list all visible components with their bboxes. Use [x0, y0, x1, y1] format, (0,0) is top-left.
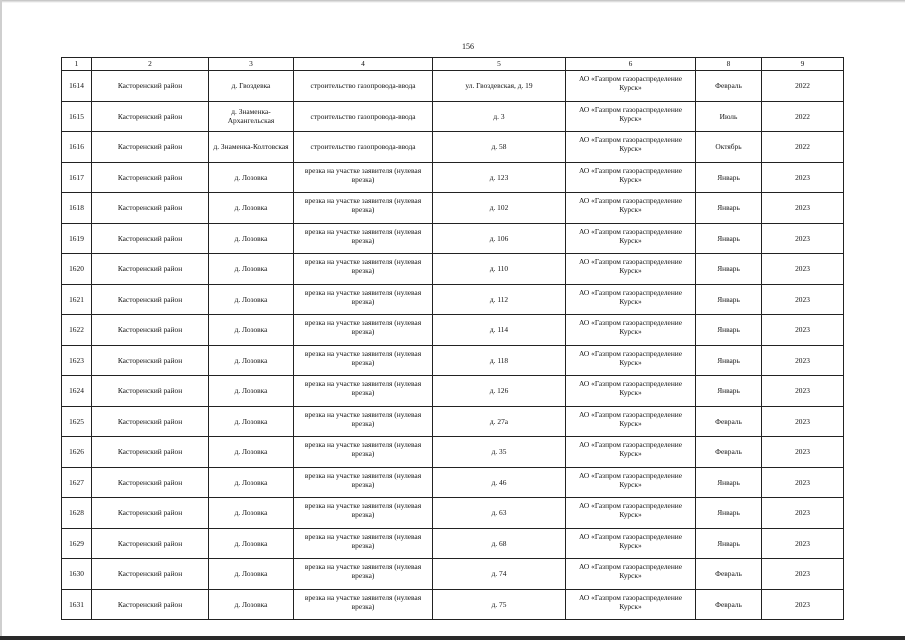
cell-org: АО «Газпром газораспределение Курск»: [566, 162, 696, 193]
cell-num: 1630: [62, 559, 92, 590]
cell-locality: д. Лозовка: [209, 467, 294, 498]
table-row: [62, 223, 844, 254]
cell-year: 2023: [762, 315, 844, 346]
header-col-locality: 3: [209, 58, 294, 71]
cell-locality: д. Лозовка: [209, 315, 294, 346]
cell-year: 2023: [762, 406, 844, 437]
cell-district: Касторенский район: [92, 498, 209, 529]
cell-district: Касторенский район: [92, 528, 209, 559]
cell-district: Касторенский район: [92, 406, 209, 437]
cell-work: врезка на участке заявителя (нулевая врезка): [294, 162, 433, 193]
cell-district: Касторенский район: [92, 193, 209, 224]
cell-work: врезка на участке заявителя (нулевая врезка): [294, 498, 433, 529]
cell-locality: д. Лозовка: [209, 406, 294, 437]
cell-work: врезка на участке заявителя (нулевая врезка): [294, 528, 433, 559]
register-table: [61, 57, 844, 620]
cell-org: АО «Газпром газораспределение Курск»: [566, 132, 696, 163]
cell-num: 1631: [62, 589, 92, 620]
cell-month: Январь: [696, 162, 762, 193]
cell-work: врезка на участке заявителя (нулевая врезка): [294, 467, 433, 498]
cell-month: Февраль: [696, 589, 762, 620]
cell-locality: д. Знаменка-Колтовская: [209, 132, 294, 163]
cell-district: Касторенский район: [92, 376, 209, 407]
table-row: [62, 345, 844, 376]
cell-district: Касторенский район: [92, 101, 209, 132]
cell-work: врезка на участке заявителя (нулевая врезка): [294, 193, 433, 224]
cell-num: 1617: [62, 162, 92, 193]
cell-num: 1629: [62, 528, 92, 559]
cell-year: 2023: [762, 528, 844, 559]
cell-work: врезка на участке заявителя (нулевая врезка): [294, 284, 433, 315]
table-row: [62, 498, 844, 529]
cell-locality: д. Знаменка-Архангельская: [209, 101, 294, 132]
header-col-org: 6: [566, 58, 696, 71]
cell-district: Касторенский район: [92, 315, 209, 346]
cell-locality: д. Лозовка: [209, 162, 294, 193]
cell-org: АО «Газпром газораспределение Курск»: [566, 528, 696, 559]
cell-month: Октябрь: [696, 132, 762, 163]
cell-org: АО «Газпром газораспределение Курск»: [566, 284, 696, 315]
table-row: [62, 589, 844, 620]
cell-work: врезка на участке заявителя (нулевая врезка): [294, 559, 433, 590]
cell-year: 2022: [762, 71, 844, 102]
cell-org: АО «Газпром газораспределение Курск»: [566, 376, 696, 407]
cell-work: врезка на участке заявителя (нулевая врезка): [294, 254, 433, 285]
cell-year: 2023: [762, 193, 844, 224]
cell-address: д. 126: [433, 376, 566, 407]
cell-month: Январь: [696, 345, 762, 376]
cell-month: Январь: [696, 223, 762, 254]
cell-locality: д. Лозовка: [209, 589, 294, 620]
table-row: [62, 528, 844, 559]
cell-address: д. 75: [433, 589, 566, 620]
table-row: [62, 71, 844, 102]
cell-address: д. 112: [433, 284, 566, 315]
cell-month: Январь: [696, 467, 762, 498]
cell-locality: д. Лозовка: [209, 528, 294, 559]
cell-num: 1622: [62, 315, 92, 346]
scan-bottom-edge: [0, 636, 905, 640]
cell-num: 1615: [62, 101, 92, 132]
header-col-num: 1: [62, 58, 92, 71]
cell-num: 1627: [62, 467, 92, 498]
cell-month: Февраль: [696, 559, 762, 590]
cell-district: Касторенский район: [92, 559, 209, 590]
cell-num: 1626: [62, 437, 92, 468]
table-row: [62, 437, 844, 468]
cell-month: Январь: [696, 254, 762, 285]
cell-year: 2023: [762, 589, 844, 620]
cell-month: Февраль: [696, 71, 762, 102]
cell-org: АО «Газпром газораспределение Курск»: [566, 315, 696, 346]
cell-org: АО «Газпром газораспределение Курск»: [566, 467, 696, 498]
cell-year: 2023: [762, 376, 844, 407]
header-col-work: 4: [294, 58, 433, 71]
cell-year: 2023: [762, 223, 844, 254]
table-header-row: [62, 58, 844, 71]
table-row: [62, 376, 844, 407]
cell-address: д. 46: [433, 467, 566, 498]
cell-work: врезка на участке заявителя (нулевая врезка): [294, 315, 433, 346]
cell-year: 2022: [762, 132, 844, 163]
cell-district: Касторенский район: [92, 589, 209, 620]
cell-month: Январь: [696, 315, 762, 346]
table-row: [62, 101, 844, 132]
cell-year: 2023: [762, 254, 844, 285]
cell-address: д. 27а: [433, 406, 566, 437]
cell-locality: д. Лозовка: [209, 284, 294, 315]
cell-district: Касторенский район: [92, 71, 209, 102]
table-row: [62, 254, 844, 285]
cell-num: 1620: [62, 254, 92, 285]
cell-work: строительство газопровода-ввода: [294, 132, 433, 163]
table-row: [62, 162, 844, 193]
scan-left-edge: [0, 0, 2, 640]
cell-address: д. 3: [433, 101, 566, 132]
cell-work: строительство газопровода-ввода: [294, 71, 433, 102]
cell-num: 1621: [62, 284, 92, 315]
cell-year: 2023: [762, 284, 844, 315]
cell-address: д. 63: [433, 498, 566, 529]
cell-locality: д. Лозовка: [209, 376, 294, 407]
cell-num: 1616: [62, 132, 92, 163]
header-col-district: 2: [92, 58, 209, 71]
cell-locality: д. Лозовка: [209, 193, 294, 224]
cell-district: Касторенский район: [92, 132, 209, 163]
cell-org: АО «Газпром газораспределение Курск»: [566, 71, 696, 102]
cell-num: 1624: [62, 376, 92, 407]
cell-month: Январь: [696, 193, 762, 224]
cell-locality: д. Лозовка: [209, 223, 294, 254]
cell-year: 2023: [762, 559, 844, 590]
cell-year: 2022: [762, 101, 844, 132]
cell-address: д. 58: [433, 132, 566, 163]
cell-work: врезка на участке заявителя (нулевая врезка): [294, 223, 433, 254]
cell-locality: д. Гвоздевка: [209, 71, 294, 102]
cell-num: 1628: [62, 498, 92, 529]
cell-num: 1614: [62, 71, 92, 102]
cell-address: д. 110: [433, 254, 566, 285]
cell-work: строительство газопровода-ввода: [294, 101, 433, 132]
cell-work: врезка на участке заявителя (нулевая врезка): [294, 406, 433, 437]
cell-month: Январь: [696, 284, 762, 315]
cell-org: АО «Газпром газораспределение Курск»: [566, 193, 696, 224]
table-row: [62, 467, 844, 498]
cell-year: 2023: [762, 498, 844, 529]
cell-org: АО «Газпром газораспределение Курск»: [566, 437, 696, 468]
cell-work: врезка на участке заявителя (нулевая врезка): [294, 437, 433, 468]
cell-month: Июль: [696, 101, 762, 132]
cell-num: 1618: [62, 193, 92, 224]
cell-org: АО «Газпром газораспределение Курск»: [566, 254, 696, 285]
cell-month: Февраль: [696, 437, 762, 468]
cell-work: врезка на участке заявителя (нулевая врезка): [294, 376, 433, 407]
cell-address: д. 74: [433, 559, 566, 590]
cell-district: Касторенский район: [92, 254, 209, 285]
cell-district: Касторенский район: [92, 437, 209, 468]
cell-address: д. 35: [433, 437, 566, 468]
header-col-month: 8: [696, 58, 762, 71]
cell-month: Январь: [696, 528, 762, 559]
table-row: [62, 193, 844, 224]
cell-num: 1623: [62, 345, 92, 376]
cell-org: АО «Газпром газораспределение Курск»: [566, 589, 696, 620]
cell-month: Январь: [696, 498, 762, 529]
table-row: [62, 559, 844, 590]
cell-org: АО «Газпром газораспределение Курск»: [566, 559, 696, 590]
header-col-year: 9: [762, 58, 844, 71]
cell-org: АО «Газпром газораспределение Курск»: [566, 345, 696, 376]
cell-address: ул. Гвоздевская, д. 19: [433, 71, 566, 102]
cell-address: д. 68: [433, 528, 566, 559]
header-col-address: 5: [433, 58, 566, 71]
cell-year: 2023: [762, 437, 844, 468]
cell-locality: д. Лозовка: [209, 498, 294, 529]
cell-district: Касторенский район: [92, 345, 209, 376]
cell-address: д. 106: [433, 223, 566, 254]
cell-address: д. 102: [433, 193, 566, 224]
scan-top-edge: [0, 0, 905, 3]
cell-org: АО «Газпром газораспределение Курск»: [566, 406, 696, 437]
cell-org: АО «Газпром газораспределение Курск»: [566, 101, 696, 132]
cell-address: д. 114: [433, 315, 566, 346]
table-row: [62, 406, 844, 437]
cell-locality: д. Лозовка: [209, 345, 294, 376]
cell-locality: д. Лозовка: [209, 437, 294, 468]
cell-month: Февраль: [696, 406, 762, 437]
table-row: [62, 315, 844, 346]
cell-year: 2023: [762, 467, 844, 498]
cell-num: 1625: [62, 406, 92, 437]
cell-work: врезка на участке заявителя (нулевая врезка): [294, 589, 433, 620]
page-number: 156: [462, 42, 474, 51]
cell-district: Касторенский район: [92, 284, 209, 315]
cell-locality: д. Лозовка: [209, 559, 294, 590]
cell-district: Касторенский район: [92, 467, 209, 498]
cell-address: д. 118: [433, 345, 566, 376]
table-row: [62, 132, 844, 163]
cell-num: 1619: [62, 223, 92, 254]
cell-locality: д. Лозовка: [209, 254, 294, 285]
table-row: [62, 284, 844, 315]
cell-year: 2023: [762, 345, 844, 376]
cell-org: АО «Газпром газораспределение Курск»: [566, 498, 696, 529]
cell-year: 2023: [762, 162, 844, 193]
cell-work: врезка на участке заявителя (нулевая врезка): [294, 345, 433, 376]
cell-org: АО «Газпром газораспределение Курск»: [566, 223, 696, 254]
cell-address: д. 123: [433, 162, 566, 193]
cell-district: Касторенский район: [92, 223, 209, 254]
cell-month: Январь: [696, 376, 762, 407]
cell-district: Касторенский район: [92, 162, 209, 193]
